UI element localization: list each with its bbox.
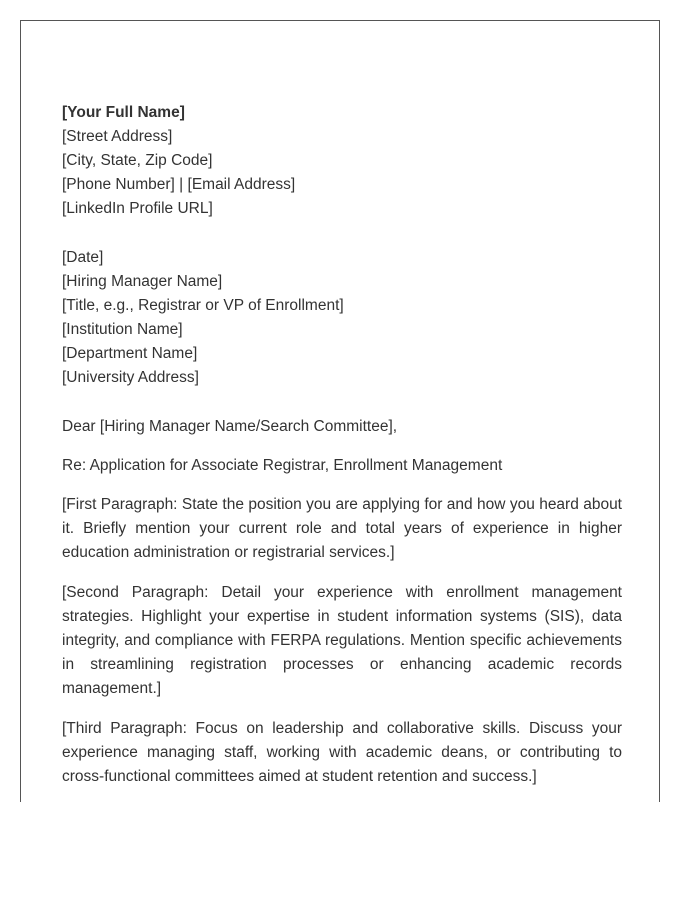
paragraph-second: [Second Paragraph: Detail your experience with enrollment management strategies. Highlight your expertise in student information systems (SIS), data integrity, and compliance with FERPA regulations. Mention specific achievements in streamlining registration processes or enhancing academic records management.] — [62, 584, 622, 697]
recipient-title: [Title, e.g., Registrar or VP of Enrollment] — [62, 297, 344, 314]
sender-block — [62, 101, 622, 221]
recipient-manager: [Hiring Manager Name] — [62, 273, 223, 290]
recipient-institution: [Institution Name] — [62, 321, 183, 338]
sender-contact: [Phone Number] | [Email Address] — [62, 176, 296, 193]
salutation: Dear [Hiring Manager Name/Search Committee], — [62, 418, 398, 435]
paragraph-first: [First Paragraph: State the position you are applying for and how you heard about it. Briefly mention your current role and total years of experience in higher education administration or registrarial services.] — [62, 496, 622, 561]
recipient-block — [62, 246, 622, 390]
letter-content — [62, 101, 622, 789]
subject-line: Re: Application for Associate Registrar, Enrollment Management — [62, 457, 503, 474]
recipient-department: [Department Name] — [62, 345, 198, 362]
sender-linkedin: [LinkedIn Profile URL] — [62, 200, 213, 217]
letter-page — [20, 20, 660, 802]
sender-street: [Street Address] — [62, 128, 173, 145]
sender-name: [Your Full Name] — [62, 104, 185, 121]
recipient-address: [University Address] — [62, 369, 199, 386]
sender-city: [City, State, Zip Code] — [62, 152, 213, 169]
paragraph-third: [Third Paragraph: Focus on leadership and collaborative skills. Discuss your experience managing staff, working with academic deans, or contributing to cross-functional committees aimed at student retention and success.] — [62, 720, 622, 785]
letter-date: [Date] — [62, 249, 104, 266]
